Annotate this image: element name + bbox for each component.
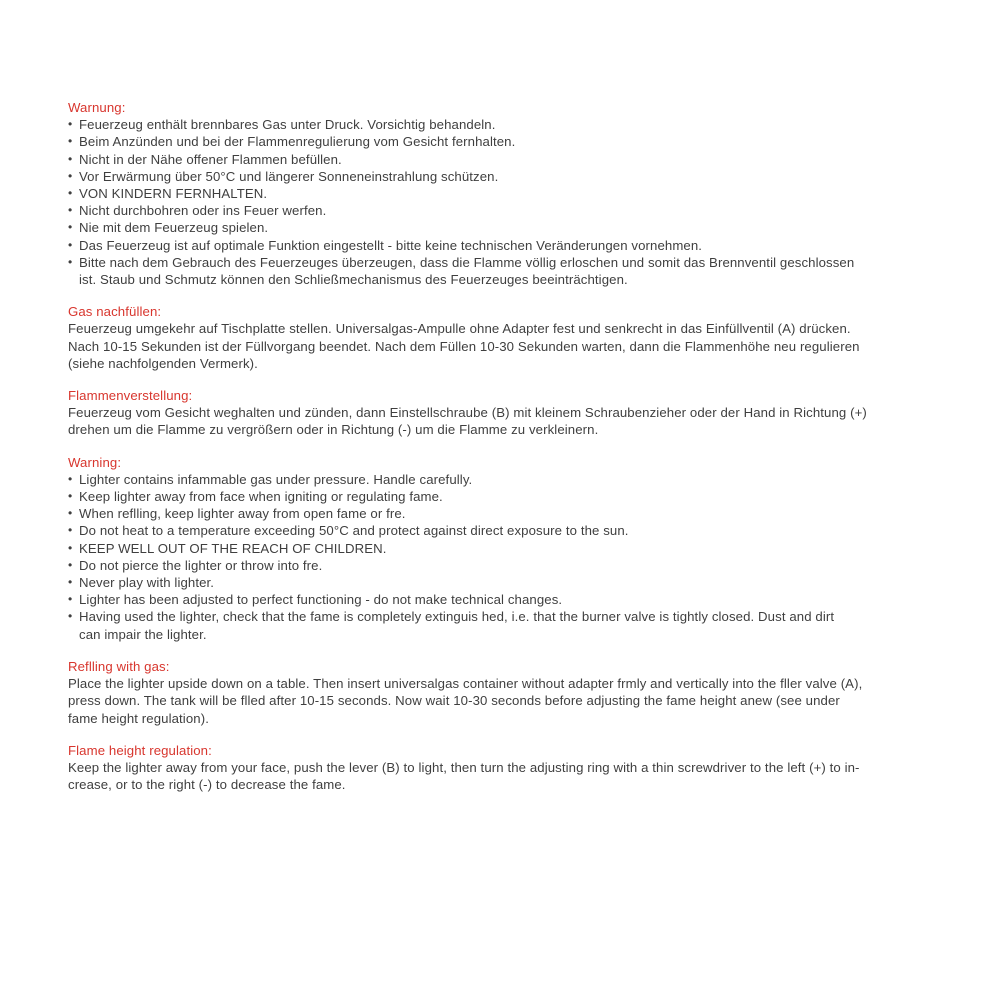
bullet-icon: •	[68, 254, 73, 269]
section-3	[68, 387, 948, 439]
bullet-item	[68, 202, 948, 219]
section-heading: Reflling with gas:	[68, 658, 170, 674]
section-6	[68, 742, 948, 794]
bullet-item	[68, 471, 948, 488]
text-line: Nie mit dem Feuerzeug spielen.	[79, 220, 269, 236]
text-line: When reflling, keep lighter away from open fame or fre.	[79, 506, 406, 522]
bullet-item	[68, 254, 948, 271]
text-line: Lighter contains infammable gas under pressure. Handle carefully.	[79, 471, 473, 487]
text-line: Do not heat to a temperature exceeding 50°C and protect against direct exposure to the sun.	[79, 523, 629, 539]
text-line: press down. The tank will be flled after 10-15 seconds. Now wait 10-30 seconds before adjusting the fame height anew (see under	[68, 693, 840, 709]
text-line: Feuerzeug enthält brennbares Gas unter Druck. Vorsichtig behandeln.	[79, 117, 496, 133]
bullet-icon: •	[68, 489, 73, 504]
section-4	[68, 454, 948, 643]
bullet-icon: •	[68, 609, 73, 624]
bullet-item	[68, 522, 948, 539]
bullet-item	[68, 219, 948, 236]
bullet-icon: •	[68, 220, 73, 235]
text-line: Feuerzeug umgekehr auf Tischplatte stellen. Universalgas-Ampulle ohne Adapter fest und senkrecht in das Einfüllventil (A) drücken.	[68, 321, 851, 337]
bullet-icon: •	[68, 592, 73, 607]
bullet-icon: •	[68, 471, 73, 486]
text-line: (siehe nachfolgenden Vermerk).	[68, 355, 258, 371]
bullet-item	[68, 574, 948, 591]
section-heading: Gas nachfüllen:	[68, 304, 162, 320]
section-heading: Warning:	[68, 454, 122, 470]
bullet-item	[68, 237, 948, 254]
bullet-icon: •	[68, 540, 73, 555]
bullet-icon: •	[68, 168, 73, 183]
bullet-item	[68, 151, 948, 168]
bullet-icon: •	[68, 557, 73, 572]
bullet-item	[68, 116, 948, 133]
text-line: ist. Staub und Schmutz können den Schließmechanismus des Feuerzeuges beeinträchtigen.	[79, 272, 628, 288]
bullet-icon: •	[68, 506, 73, 521]
text-line: Feuerzeug vom Gesicht weghalten und zünden, dann Einstellschraube (B) mit kleinem Schraubenzieher oder der Hand in Richtung (+)	[68, 405, 867, 421]
text-line: KEEP WELL OUT OF THE REACH OF CHILDREN.	[79, 540, 387, 556]
bullet-item	[68, 133, 948, 150]
text-line: fame height regulation).	[68, 710, 209, 726]
bullet-item	[68, 557, 948, 574]
bullet-item	[68, 488, 948, 505]
bullet-item	[68, 505, 948, 522]
text-line: Never play with lighter.	[79, 575, 215, 591]
section-heading: Flammenverstellung:	[68, 388, 193, 404]
text-line: crease, or to the right (-) to decrease the fame.	[68, 777, 346, 793]
bullet-icon: •	[68, 186, 73, 201]
bullet-item	[68, 540, 948, 557]
text-line: Nicht durchbohren oder ins Feuer werfen.	[79, 203, 327, 219]
bullet-item	[68, 185, 948, 202]
text-line: Place the lighter upside down on a table. Then insert universalgas container without adapter frmly and vertically into the fller valve (A),	[68, 676, 863, 692]
text-line: VON KINDERN FERNHALTEN.	[79, 186, 268, 202]
bullet-icon: •	[68, 134, 73, 149]
instruction-sheet	[68, 99, 948, 793]
text-line: Do not pierce the lighter or throw into fre.	[79, 557, 323, 573]
text-line: Lighter has been adjusted to perfect functioning - do not make technical changes.	[79, 592, 563, 608]
section-heading: Flame height regulation:	[68, 742, 212, 758]
bullet-icon: •	[68, 575, 73, 590]
section-2	[68, 303, 948, 372]
section-5	[68, 658, 948, 727]
bullet-icon: •	[68, 523, 73, 538]
text-line: Having used the lighter, check that the fame is completely extinguis hed, i.e. that the burner valve is tightly closed. Dust and dirt	[79, 609, 835, 625]
text-line: Keep lighter away from face when igniting or regulating fame.	[79, 489, 443, 505]
text-line: drehen um die Flamme zu vergrößern oder in Richtung (-) um die Flamme zu verkleinern.	[68, 422, 599, 438]
bullet-icon: •	[68, 151, 73, 166]
text-line: Bitte nach dem Gebrauch des Feuerzeuges überzeugen, dass die Flamme völlig erloschen und somit das Brennventil geschlossen	[79, 254, 855, 270]
bullet-item	[68, 608, 948, 625]
text-line: Nicht in der Nähe offener Flammen befüllen.	[79, 151, 342, 167]
text-line: Das Feuerzeug ist auf optimale Funktion eingestellt - bitte keine technischen Veränderungen vornehmen.	[79, 237, 703, 253]
bullet-item	[68, 591, 948, 608]
text-line: can impair the lighter.	[79, 626, 207, 642]
section-1	[68, 99, 948, 288]
text-line: Keep the lighter away from your face, push the lever (B) to light, then turn the adjusting ring with a thin screwdriver to the left (+) to in-	[68, 759, 860, 775]
bullet-icon: •	[68, 203, 73, 218]
text-line: Beim Anzünden und bei der Flammenregulierung vom Gesicht fernhalten.	[79, 134, 516, 150]
bullet-item	[68, 168, 948, 185]
text-line: Nach 10-15 Sekunden ist der Füllvorgang beendet. Nach dem Füllen 10-30 Sekunden warten, dann die Flammenhöhe neu regulieren	[68, 338, 860, 354]
text-line: Vor Erwärmung über 50°C und längerer Sonneneinstrahlung schützen.	[79, 168, 499, 184]
section-heading: Warnung:	[68, 100, 126, 115]
bullet-icon: •	[68, 117, 73, 132]
bullet-icon: •	[68, 237, 73, 252]
